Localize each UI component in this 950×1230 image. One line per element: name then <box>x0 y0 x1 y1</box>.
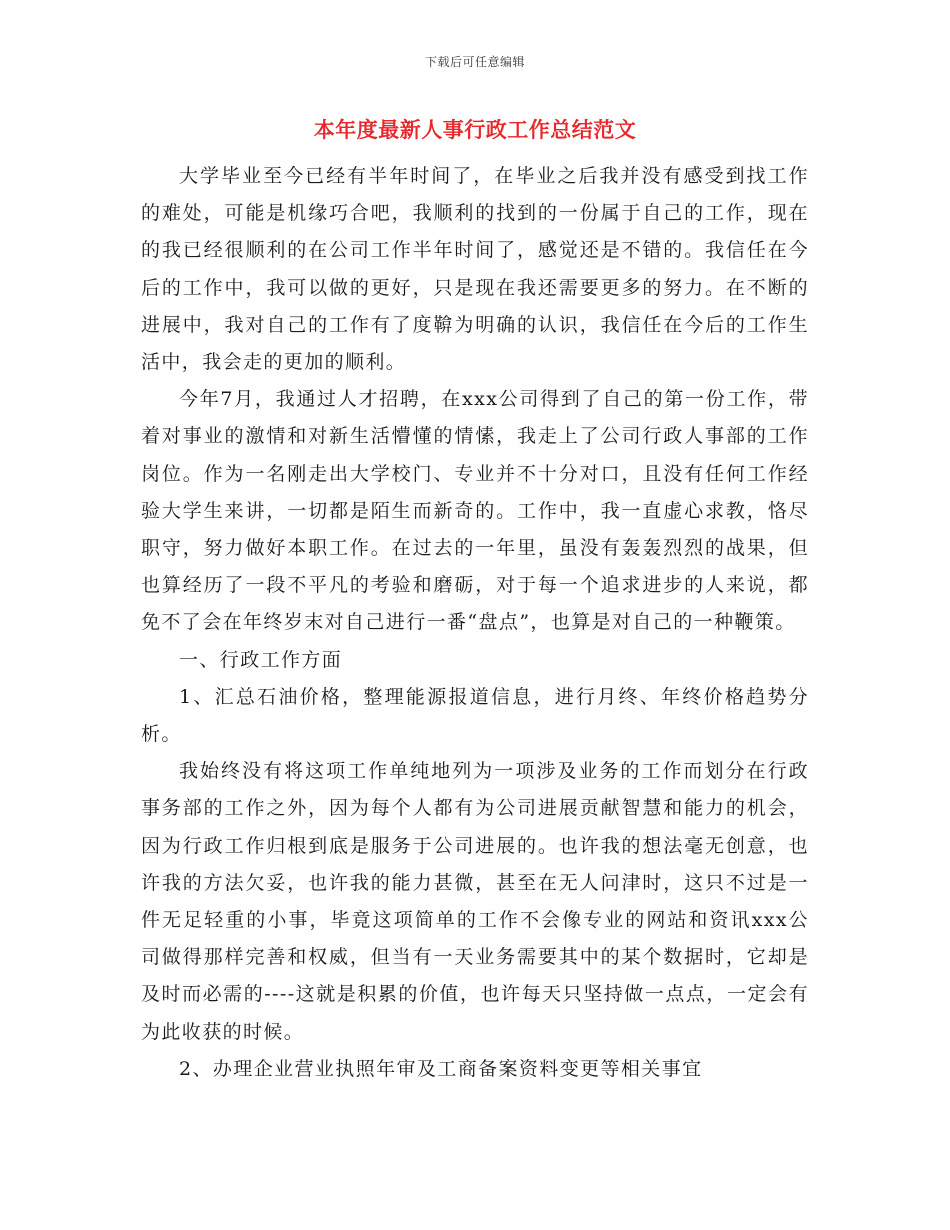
paragraph-oil-price: 我始终没有将这项工作单纯地列为一项涉及业务的工作而划分在行政事务部的工作之外，因为每个人都有为公司进展贡献智慧和能力的机会，因为行政工作归根到底是服务于公司进展的。也许我的想法毫无创意，也许我的方法欠妥，也许我的能力甚微，甚至在无人问津时，这只不过是一件无足轻重的小事，毕竟这项简单的工作不会像专业的网站和资讯xxx公司做得那样完善和权威，但当有一天业务需要其中的某个数据时，它却是及时而必需的----这就是积累的价值，也许每天只坚持做一点点，一定会有为此收获的时候。 <box>141 760 809 1043</box>
document-body <box>141 158 809 1088</box>
header-note: 下载后可任意编辑 <box>424 55 525 69</box>
paragraph-july: 今年7月，我通过人才招聘，在xxx公司得到了自己的第一份工作，带着对事业的激情和对新生活懵懂的情愫，我走上了公司行政人事部的工作岗位。作为一名刚走出大学校门、专业并不十分对口，且没有任何工作经验大学生来讲，一切都是陌生而新奇的。工作中，我一直虚心求教，恪尽职守，努力做好本职工作。在过去的一年里，虽没有轰轰烈烈的战果，但也算经历了一段不平凡的考验和磨砺，对于每一个追求进步的人来说，都免不了会在年终岁末对自己进行一番“盘点”，也算是对自己的一种鞭策。 <box>141 388 809 634</box>
section-heading-admin: 一、行政工作方面 <box>179 648 343 671</box>
list-item-1: 1、汇总石油价格，整理能源报道信息，进行月终、年终价格趋势分析。 <box>141 685 809 746</box>
paragraph-intro: 大学毕业至今已经有半年时间了，在毕业之后我并没有感受到找工作的难处，可能是机缘巧合吧，我顺利的找到的一份属于自己的工作，现在的我已经很顺利的在公司工作半年时间了，感觉还是不错的。我信任在今后的工作中，我可以做的更好，只是现在我还需要更多的努力。在不断的进展中，我对自己的工作有了度鞥为明确的认识，我信任在今后的工作生活中，我会走的更加的顺利。 <box>141 165 809 374</box>
document-title: 本年度最新人事行政工作总结范文 <box>313 117 637 142</box>
list-item-2: 2、办理企业营业执照年审及工商备案资料变更等相关事宜 <box>179 1057 703 1080</box>
